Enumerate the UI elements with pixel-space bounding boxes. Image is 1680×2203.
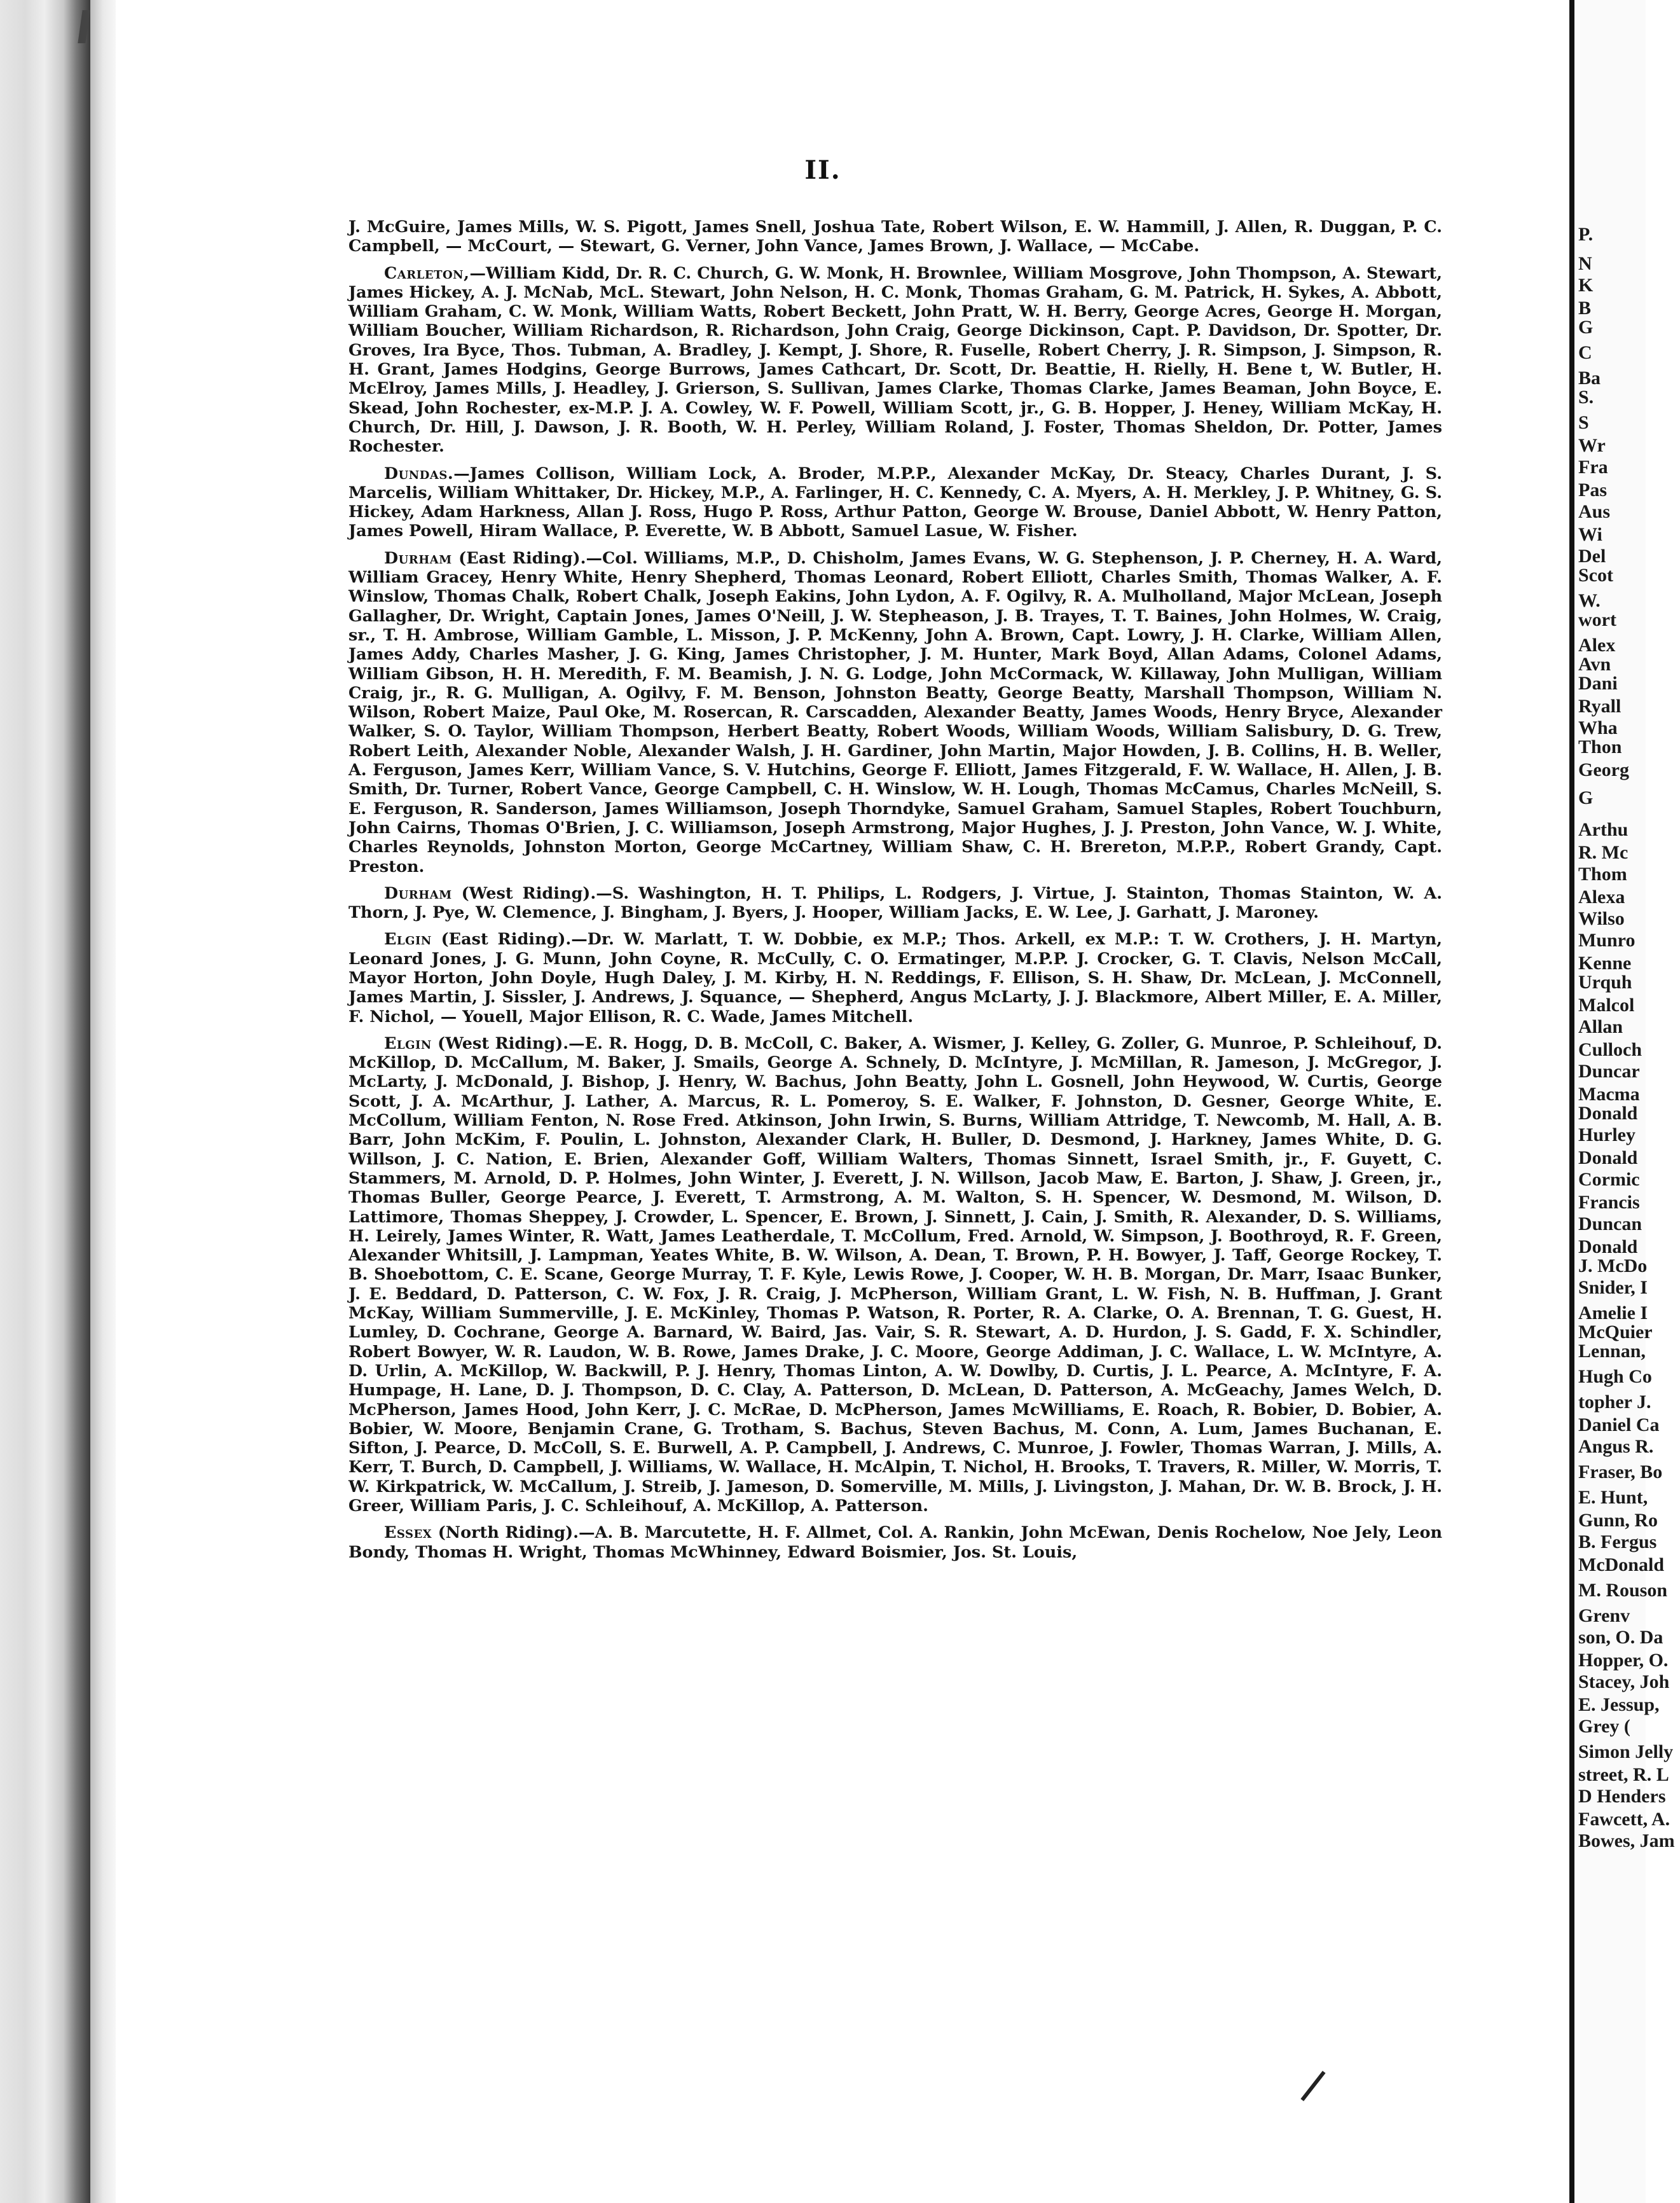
adjacent-page-fragment: Ba bbox=[1578, 368, 1601, 389]
adjacent-page-edge bbox=[1574, 0, 1675, 2203]
adjacent-page-fragment: Duncar bbox=[1578, 1061, 1640, 1082]
adjacent-page-fragment: E. Hunt, bbox=[1578, 1487, 1648, 1508]
paragraph-text: J. McGuire, James Mills, W. S. Pigott, James Snell, Joshua Tate, Robert Wilson, E. W. Hammill, J. Allen, R. Duggan, P. C. Campbell, — McCourt, — Stewart, G. Verner, John Vance, James Brown, J. Wallace, — McCabe. bbox=[348, 218, 1442, 256]
paragraph bbox=[348, 218, 1442, 256]
adjacent-page-fragment: S. bbox=[1578, 387, 1594, 408]
adjacent-page-fragment: J. McDo bbox=[1578, 1255, 1648, 1276]
adjacent-page-fragment: Scot bbox=[1578, 565, 1613, 586]
adjacent-page-fragment: street, R. L bbox=[1578, 1764, 1669, 1785]
adjacent-page-fragment: Malcol bbox=[1578, 995, 1635, 1016]
adjacent-page-fragment: R. Mc bbox=[1578, 842, 1628, 863]
adjacent-page-fragment: Donald bbox=[1578, 1147, 1638, 1168]
adjacent-page-fragment: Dani bbox=[1578, 673, 1618, 694]
adjacent-page-fragment: Donald bbox=[1578, 1103, 1638, 1124]
adjacent-page-fragment: Daniel Ca bbox=[1578, 1414, 1660, 1435]
adjacent-page-fragment: Urquh bbox=[1578, 972, 1632, 993]
adjacent-page-fragment: McQuier bbox=[1578, 1322, 1653, 1343]
adjacent-page-fragment: Angus R. bbox=[1578, 1436, 1654, 1457]
adjacent-page-fragment: G bbox=[1578, 787, 1594, 808]
adjacent-page-fragment: Lennan, bbox=[1578, 1341, 1646, 1362]
adjacent-page-fragment: Francis bbox=[1578, 1192, 1640, 1213]
adjacent-page-fragment: Fraser, Bo bbox=[1578, 1461, 1663, 1482]
page-number: II. bbox=[804, 155, 841, 185]
adjacent-page-fragment: Alexa bbox=[1578, 887, 1625, 908]
adjacent-page-fragment: Stacey, Joh bbox=[1578, 1671, 1670, 1692]
adjacent-page-fragment: Arthu bbox=[1578, 819, 1628, 840]
paragraph bbox=[348, 264, 1442, 457]
paragraph bbox=[348, 464, 1442, 541]
adjacent-page-fragment: Grey ( bbox=[1578, 1716, 1630, 1737]
adjacent-page-fragment: B bbox=[1578, 298, 1592, 319]
adjacent-page-fragment: Thon bbox=[1578, 736, 1622, 757]
adjacent-page-fragment: Culloch bbox=[1578, 1039, 1642, 1060]
adjacent-page-fragment: Donald bbox=[1578, 1236, 1638, 1257]
adjacent-page-fragment: Simon Jelly bbox=[1578, 1741, 1674, 1762]
adjacent-page-fragment: Wi bbox=[1578, 524, 1602, 545]
adjacent-page-fragment: topher J. bbox=[1578, 1392, 1651, 1412]
adjacent-page-fragment: Hopper, O. bbox=[1578, 1650, 1669, 1671]
county-heading: Essex bbox=[384, 1523, 432, 1543]
adjacent-page-fragment: Wha bbox=[1578, 717, 1618, 738]
adjacent-page-fragment: Duncan bbox=[1578, 1213, 1642, 1234]
page-gutter bbox=[90, 0, 116, 2203]
page-edge-rule bbox=[1569, 0, 1574, 2203]
paragraph-text: (West Riding).—E. R. Hogg, D. B. McColl, C. Baker, A. Wismer, J. Kelley, G. Zoller, G. Munroe, P. Schleihouf, D. McKillop, D. McCallum, M. Baker, J. Smails, George A. Schnely, D. McIntyre, J. McMillan, R. Jameson, J. McGregor, J. McLarty, J. McDonald, J. Bishop, J. Henry, W. Bachus, John Beatty, John L. Gosnell, John Heywood, W. Curtis, George Scott, J. A. McArthur, J. Lather, A. Marcus, R. L. Pomeroy, S. E. Walker, F. Johnston, D. Gesner, George White, E. McCollum, William Fenton, N. Rose Fred. Atkinson, John Irwin, S. Burns, William Attridge, T. Newcomb, M. Hall, A. B. Barr, John McKim, F. Poulin, L. Johnston, Alexander Clark, H. Buller, D. Desmond, J. Harkney, James White, D. G. Willson, J. C. Nation, E. Brien, Alexander Goff, William Walters, Thomas Sinnett, Israel Smith, jr., F. Guyett, C. Stammers, M. Arnold, D. P. Holmes, John Winter, J. Everett, J. N. Willson, Jacob Maw, E. Barton, J. Shaw, J. Green, jr., Thomas Buller, George Pearce, J. Everett, T. Armstrong, A. M. Walton, S. H. Spencer, W. Desmond, M. Wilson, D. Lattimore, Thomas Sheppey, J. Crowder, L. Spencer, E. Brown, J. Sinnett, J. Cain, J. Smith, R. Alexander, D. S. Williams, H. Leirely, James Winter, R. Watt, James Leatherdale, T. McCollum, Fred. Arnold, W. Simpson, J. Boothroyd, R. F. Green, Alexander Whitsill, J. Lampman, Yeates White, B. W. Wilson, A. Dean, T. Brown, P. H. Bowyer, J. Taff, George Rockey, T. B. Shoebottom, C. E. Scane, George Murray, T. F. Kyle, Lewis Rowe, J. Cooper, W. H. B. Morgan, Dr. Marr, Isaac Bunker, J. E. Beddard, D. Patterson, C. W. Fox, J. R. Craig, J. McPherson, William Grant, L. W. Fish, N. B. Huffman, J. Grant McKay, William Summerville, J. E. McKinley, Thomas P. Watson, R. Porter, R. A. Clarke, O. A. Brennan, T. G. Guest, H. Lumley, D. Cochrane, George A. Barnard, W. Baird, Jas. Vair, S. R. Stewart, A. D. Hurdon, J. S. Gadd, F. X. Schindler, Robert Bowyer, W. R. Laudon, W. B. Rowe, James Drake, J. C. Moore, George Addiman, J. C. Wallace, L. W. McIntyre, A. D. Urlin, A. McKillop, W. Backwill, P. J. Henry, Thomas Linton, A. W. Dowlby, D. Curtis, J. L. Pearce, A. McIntyre, F. A. Humpage, H. Lane, D. J. Thompson, D. C. Clay, A. Patterson, D. McLean, D. Patterson, A. McGeachy, James Welch, D. McPherson, James Hood, John Kerr, J. C. McRae, D. McPherson, James McWilliams, E. Roach, R. Bobier, D. Bobier, A. Bobier, W. Moore, Benjamin Crane, G. Trotham, S. Bachus, Steven Bachus, M. Conn, A. Lum, James Buchanan, E. Sifton, J. Pearce, D. McColl, S. E. Burwell, A. P. Campbell, J. Andrews, C. Munroe, J. Fowler, Thomas Warran, J. Mills, A. Kerr, T. Burch, D. Campbell, J. Williams, W. Wallace, H. McAlpin, T. Nichol, H. Brooks, T. Travers, R. Miller, W. Morris, T. W. Kirkpatrick, W. McCallum, J. Streib, J. Jameson, D. Somerville, M. Mills, J. Livingston, J. Mahan, Dr. W. B. Brock, J. H. Greer, William Paris, J. C. Schleihouf, A. McKillop, A. Patterson. bbox=[348, 1033, 1442, 1516]
adjacent-page-fragment: Ryall bbox=[1578, 696, 1621, 717]
paragraph bbox=[348, 884, 1442, 923]
stray-mark bbox=[1300, 2071, 1325, 2101]
adjacent-page-fragment: Kenne bbox=[1578, 953, 1632, 974]
adjacent-page-fragment: Wilso bbox=[1578, 908, 1625, 929]
paragraph bbox=[348, 930, 1442, 1026]
paragraph-text: —James Collison, William Lock, A. Broder, M.P.P., Alexander McKay, Dr. Steacy, Charles Durant, J. S. Marcelis, William Whittaker, Dr. Hickey, M.P., A. Farlinger, H. C. Kennedy, C. A. Myers, A. H. Merkley, J. P. Whitney, G. S. Hickey, Adam Harkness, Allan J. Ross, Hugo P. Ross, Arthur Patton, George W. Brouse, Daniel Abbott, W. Henry Patton, James Powell, Hiram Wallace, P. Everette, W. B Abbott, Samuel Lasue, W. Fisher. bbox=[348, 464, 1442, 541]
county-heading: Durham bbox=[384, 883, 452, 903]
adjacent-page-fragment: P. bbox=[1578, 224, 1594, 245]
county-heading: Elgin bbox=[384, 930, 432, 950]
paragraph bbox=[348, 1523, 1442, 1562]
adjacent-page-fragment: N bbox=[1578, 253, 1592, 274]
adjacent-page-fragment: Avn bbox=[1578, 654, 1611, 675]
paragraph bbox=[348, 549, 1442, 876]
adjacent-page-fragment: McDonald bbox=[1578, 1554, 1664, 1575]
paragraph-text: —William Kidd, Dr. R. C. Church, G. W. Monk, H. Brownlee, William Mosgrove, John Thompson, A. Stewart, James Hickey, A. J. McNab, McL. Stewart, John Nelson, H. C. Monk, Thomas Graham, G. M. Patrick, H. Sykes, A. Abbott, William Graham, C. W. Monk, William Watts, Robert Beckett, John Pratt, W. H. Berry, George Acres, George H. Morgan, William Boucher, William Richardson, R. Richardson, John Craig, George Dickinson, Capt. P. Davidson, Dr. Spotter, Dr. Groves, Ira Byce, Thos. Tubman, A. Bradley, J. Kempt, J. Shore, R. Fuselle, Robert Cherry, J. R. Simpson, J. Simpson, R. H. Grant, James Hodgins, George Burrows, James Cathcart, Dr. Scott, Dr. Beattie, H. Rielly, H. Bene t, W. Butler, H. McElroy, James Mills, J. Headley, J. Grierson, S. Sullivan, James Clarke, Thomas Clarke, James Beaman, John Boyce, E. Skead, John Rochester, ex-M.P. J. A. Cowley, W. F. Powell, William Scott, jr., G. B. Hopper, J. Heney, William McKay, H. Church, Dr. Hill, J. Dawson, J. R. Booth, W. H. Perley, William Roland, J. Foster, Thomas Sheldon, Dr. Potter, James Rochester. bbox=[348, 263, 1442, 457]
paragraph-text: (East Riding).—Col. Williams, M.P., D. Chisholm, James Evans, W. G. Stephenson, J. P. Cherney, H. A. Ward, William Gracey, Henry White, Henry Shepherd, Thomas Leonard, Robert Elliott, Charles Smith, Thomas Walker, A. F. Winslow, Thomas Chalk, Robert Chalk, Joseph Eakins, John Lydon, A. F. Ogilvy, R. A. Mulholland, Major McLean, Joseph Gallagher, Dr. Wright, Captain Jones, James O'Neill, J. W. Stepheason, J. B. Trayes, T. T. Baines, John Holmes, W. Craig, sr., T. H. Ambrose, William Gamble, L. Misson, J. P. McKenny, John A. Brown, Capt. Lowry, J. H. Clarke, William Allen, James Addy, Charles Masher, J. G. King, James Christopher, J. M. Hunter, Mark Boyd, Allan Adams, Colonel Adams, William Gibson, H. H. Meredith, F. M. Beamish, J. N. G. Lodge, John McCormack, W. Killaway, John Mulligan, William Craig, jr., R. G. Mulligan, A. Ogilvy, F. M. Benson, Johnston Beatty, George Beatty, Marshall Thompson, William N. Wilson, Robert Maize, Paul Oke, M. Rosercan, R. Carscadden, Alexander Beatty, James Woods, Henry Bryce, Alexander Walker, S. O. Taylor, William Thompson, Herbert Beatty, Robert Woods, William Woods, William Salisbury, D. G. Trew, Robert Leith, Alexander Noble, Alexander Walsh, J. H. Gardiner, John Martin, Major Howden, J. B. Collins, H. B. Weller, A. Ferguson, James Kerr, William Vance, S. V. Hutchins, George F. Elliott, James Fitzgerald, F. W. Wallace, H. Allen, J. B. Smith, Dr. Turner, Robert Vance, George Campbell, C. H. Winslow, W. H. Lough, Thomas McCamus, Charles McNeill, S. E. Ferguson, R. Sanderson, James Williamson, Joseph Thorndyke, Samuel Graham, Samuel Staples, Robert Touchburn, John Cairns, Thomas O'Brien, J. C. Williamson, Joseph Armstrong, Major Hughes, J. J. Preston, John Vance, W. J. White, Charles Reynolds, Johnston Morton, George McCartney, William Shaw, C. H. Brereton, M.P.P., Robert Grandy, Capt. Preston. bbox=[348, 548, 1442, 876]
paragraph bbox=[348, 1034, 1442, 1516]
paragraph-text: (West Riding).—S. Washington, H. T. Philips, L. Rodgers, J. Virtue, J. Stainton, Thomas Stainton, W. A. Thorn, J. Pye, W. Clemence, J. Bingham, J. Byers, J. Hooper, William Jacks, E. W. Lee, J. Garhatt, J. Maroney. bbox=[348, 883, 1442, 923]
adjacent-page-fragment: S bbox=[1578, 412, 1589, 433]
adjacent-page-fragment: son, O. Da bbox=[1578, 1627, 1663, 1648]
county-heading: Dundas. bbox=[384, 464, 454, 483]
adjacent-page-fragment: wort bbox=[1578, 609, 1616, 630]
adjacent-page-fragment: Del bbox=[1578, 546, 1606, 567]
adjacent-page-fragment: W. bbox=[1578, 590, 1601, 611]
adjacent-page-fragment: Georg bbox=[1578, 759, 1629, 780]
adjacent-page-fragment: Fra bbox=[1578, 457, 1608, 478]
scan-binding-edge bbox=[0, 0, 90, 2203]
adjacent-page-fragment: Hugh Co bbox=[1578, 1366, 1652, 1387]
adjacent-page-fragment: G bbox=[1578, 317, 1594, 338]
county-heading: Durham bbox=[384, 548, 452, 568]
paragraph-text: (North Riding).—A. B. Marcutette, H. F. Allmet, Col. A. Rankin, John McEwan, Denis Rochelow, Noe Jely, Leon Bondy, Thomas H. Wright, Thomas McWhinney, Edward Boismier, Jos. St. Louis, bbox=[348, 1523, 1442, 1562]
adjacent-page-fragment: Fawcett, A. bbox=[1578, 1809, 1670, 1830]
adjacent-page-fragment: Pas bbox=[1578, 480, 1607, 501]
adjacent-page-fragment: Allan bbox=[1578, 1016, 1623, 1037]
county-heading: Carleton, bbox=[384, 263, 470, 283]
adjacent-page-fragment: Thom bbox=[1578, 864, 1627, 885]
adjacent-page-fragment: C bbox=[1578, 342, 1592, 363]
adjacent-page-fragment: Alex bbox=[1578, 635, 1616, 656]
adjacent-page-fragment: Macma bbox=[1578, 1084, 1640, 1105]
adjacent-page-fragment: Bowes, Jam bbox=[1578, 1830, 1675, 1851]
adjacent-page-fragment: M. Rouson bbox=[1578, 1580, 1668, 1601]
adjacent-page-fragment: Snider, I bbox=[1578, 1277, 1648, 1298]
adjacent-page-fragment: K bbox=[1578, 275, 1594, 296]
county-heading: Elgin bbox=[384, 1033, 432, 1053]
document-body bbox=[348, 218, 1442, 1570]
adjacent-page-fragment: D Henders bbox=[1578, 1786, 1666, 1807]
adjacent-page-fragment: Wr bbox=[1578, 435, 1606, 456]
adjacent-page-fragment: E. Jessup, bbox=[1578, 1694, 1660, 1715]
adjacent-page-fragment: Cormic bbox=[1578, 1169, 1640, 1190]
paragraph-text: (East Riding).—Dr. W. Marlatt, T. W. Dobbie, ex M.P.; Thos. Arkell, ex M.P.: T. W. Crothers, J. H. Martyn, Leonard Jones, J. G. Munn, John Coyne, R. McCully, C. O. Ermatinger, M.P.P. J. Crocker, G. T. Clavis, Nelson McCall, Mayor Horton, John Doyle, Hugh Daley, J. M. Kirby, H. N. Reddings, F. Ellison, S. H. Shaw, Dr. McLean, J. McConnell, James Martin, J. Sissler, J. Andrews, J. Squance, — Shepherd, Angus McLarty, J. J. Blackmore, Albert Miller, E. A. Miller, F. Nichol, — Youell, Major Ellison, R. C. Wade, James Mitchell. bbox=[348, 930, 1442, 1026]
adjacent-page-fragment: Aus bbox=[1578, 501, 1611, 522]
adjacent-page-fragment: Hurley bbox=[1578, 1124, 1635, 1145]
adjacent-page-fragment: Grenv bbox=[1578, 1605, 1630, 1626]
adjacent-page-fragment: Amelie I bbox=[1578, 1302, 1648, 1323]
adjacent-page-fragment: Gunn, Ro bbox=[1578, 1510, 1658, 1531]
adjacent-page-fragment: Munro bbox=[1578, 930, 1635, 951]
adjacent-page-fragment: B. Fergus bbox=[1578, 1531, 1657, 1552]
